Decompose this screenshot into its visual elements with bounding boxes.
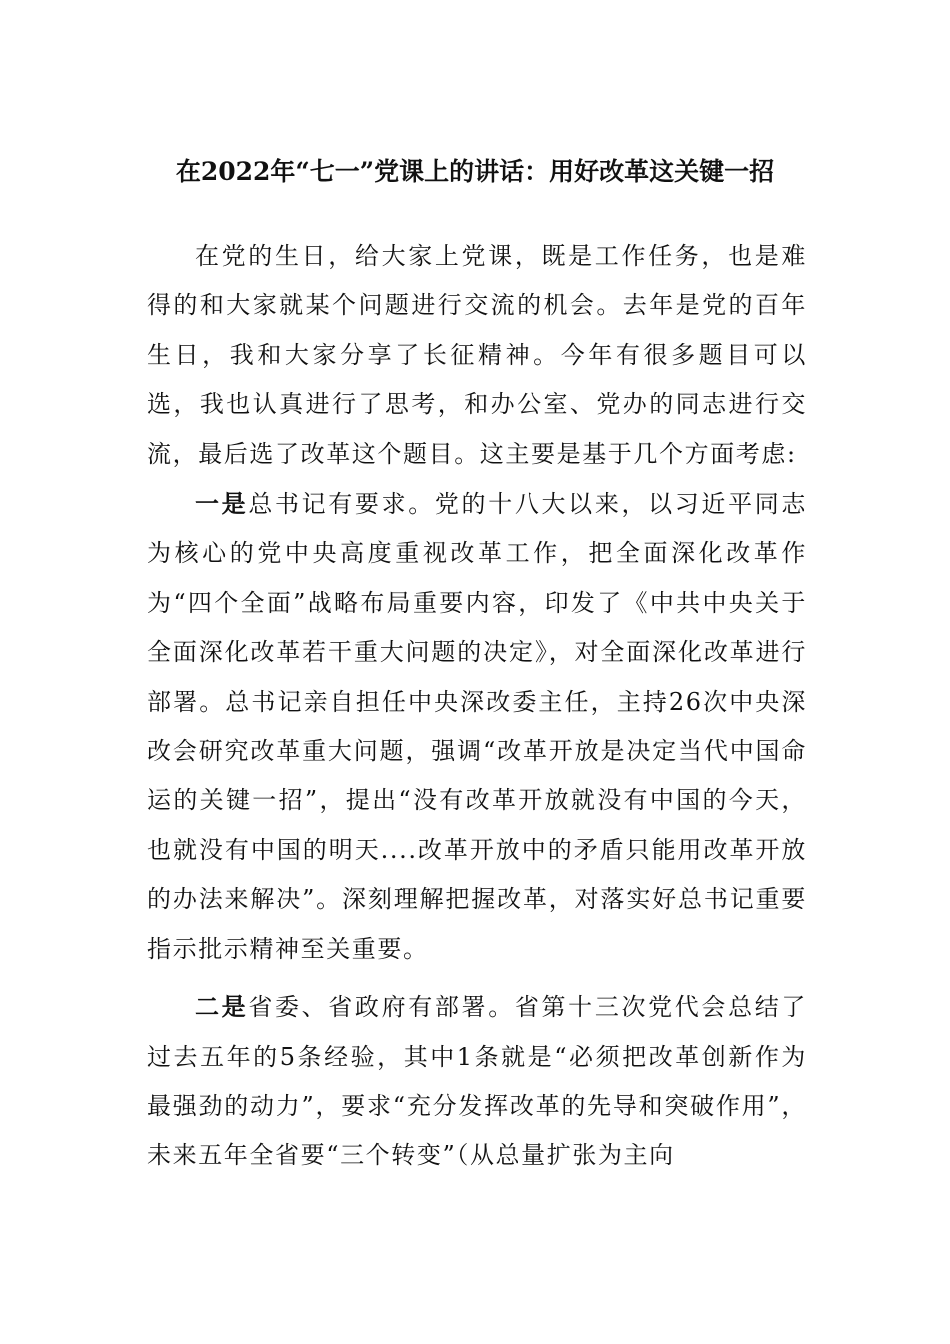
- paragraph-intro-text: 在党的生日，给大家上党课，既是工作任务，也是难得的和大家就某个问题进行交流的机会。去年是党的百年生日，我和大家分享了长征精神。今年有很多题目可以选，我也认真进行了思考，和办公室、党办的同志进行交流，最后选了改革这个题目。这主要是基于几个方面考虑:: [147, 242, 807, 468]
- document-body: [147, 232, 807, 1181]
- paragraph-intro: [147, 232, 807, 479]
- paragraph-point-one-lead: 一是: [195, 489, 249, 519]
- paragraph-point-two-text: 省委、省政府有部署。省第十三次党代会总结了过去五年的5条经验，其中1条就是“必须把改革创新作为最强劲的动力”，要求“充分发挥改革的先导和突破作用”，未来五年全省要“三个转变”（从总量扩张为主向: [147, 993, 807, 1170]
- paragraph-point-two-lead: 二是: [195, 992, 249, 1022]
- paragraph-point-one: [147, 479, 807, 974]
- paragraph-point-one-text: 总书记有要求。党的十八大以来，以习近平同志为核心的党中央高度重视改革工作，把全面深化改革作为“四个全面”战略布局重要内容，印发了《中共中央关于全面深化改革若干重大问题的决定》，对全面深化改革进行部署。总书记亲自担任中央深改委主任，主持26次中央深改会研究改革重大问题，强调“改革开放是决定当代中国命运的关键一招”，提出“没有改革开放就没有中国的今天，也就没有中国的明天....改革开放中的矛盾只能用改革开放的办法来解决”。深刻理解把握改革，对落实好总书记重要指示批示精神至关重要。: [147, 490, 807, 963]
- paragraph-point-two: [147, 982, 807, 1181]
- document-title: 在2022年“七一”党课上的讲话：用好改革这关键一招: [175, 157, 775, 186]
